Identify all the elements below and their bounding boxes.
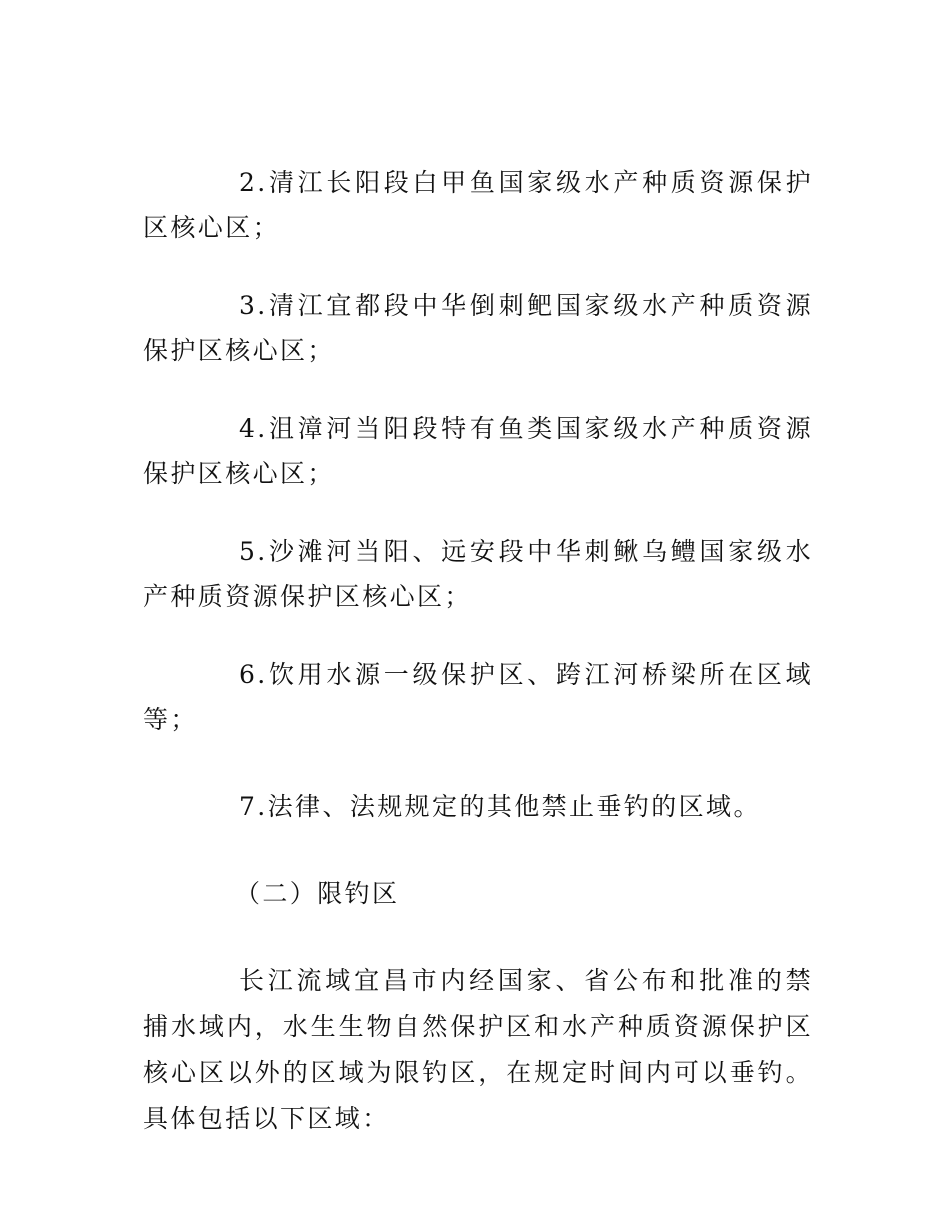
list-item-text: 法律、法规规定的其他禁止垂钓的区域。 (267, 792, 761, 821)
list-item-7 (143, 784, 813, 829)
list-item-number: 2. (239, 168, 268, 197)
list-item-number: 6. (239, 660, 268, 689)
list-item-2 (143, 160, 813, 250)
list-item-text: 清江宜都段中华倒刺鲃国家级水产种质资源保护区核心区； (143, 291, 813, 365)
list-item-5 (143, 529, 813, 619)
list-item-number: 3. (239, 291, 268, 320)
list-item-number: 7. (239, 792, 268, 821)
list-item-text: 清江长阳段白甲鱼国家级水产种质资源保护区核心区； (143, 168, 813, 242)
list-item-number: 4. (239, 414, 268, 443)
list-item-text: 饮用水源一级保护区、跨江河桥梁所在区域等； (143, 660, 813, 734)
section-body: 长江流域宜昌市内经国家、省公布和批准的禁捕水域内，水生生物自然保护区和水产种质资源保护区核心区以外的区域为限钓区，在规定时间内可以垂钓。具体包括以下区域： (143, 966, 813, 1133)
list-item-6 (143, 652, 813, 742)
section-heading: （二）限钓区 (235, 879, 400, 908)
list-item-number: 5. (239, 537, 268, 566)
list-item-text: 沙滩河当阳、远安段中华刺鳅乌鳢国家级水产种质资源保护区核心区； (143, 537, 813, 611)
list-item-text: 沮漳河当阳段特有鱼类国家级水产种质资源保护区核心区； (143, 414, 813, 488)
document-body (143, 160, 813, 1175)
list-item-3 (143, 283, 813, 373)
list-item-4 (143, 406, 813, 496)
